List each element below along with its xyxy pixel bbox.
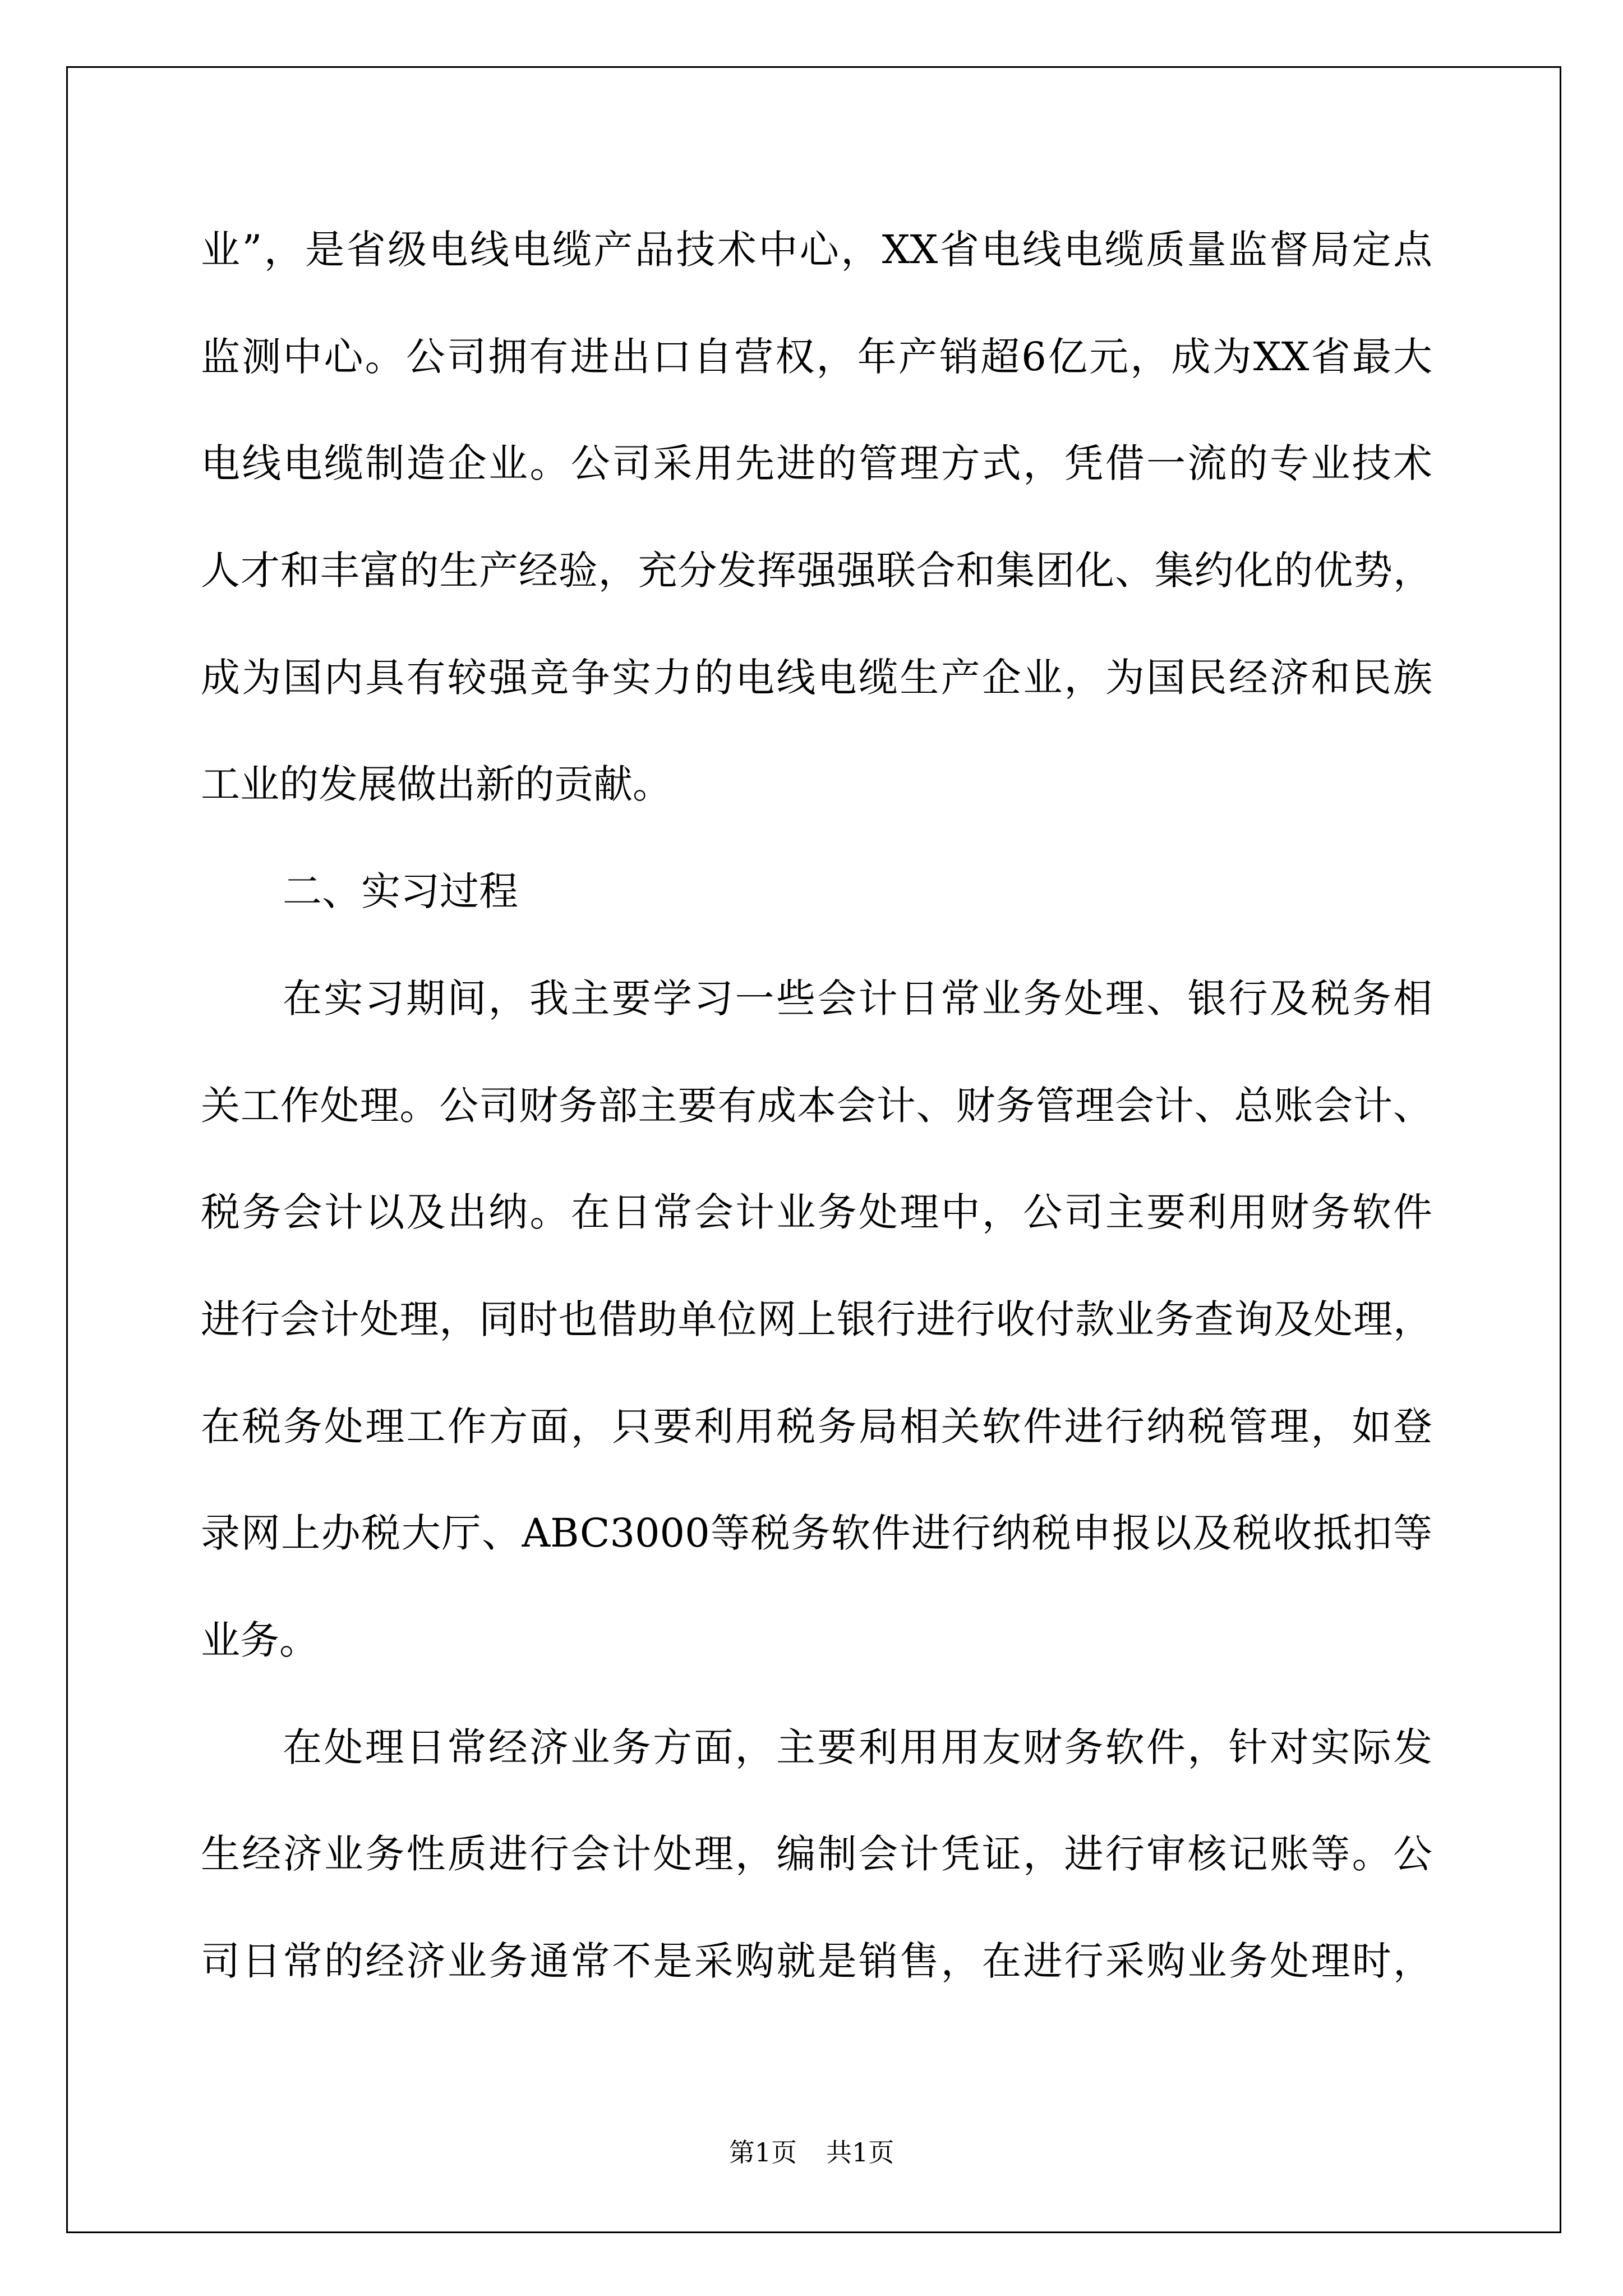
text-line: 录网上办税大厅、ABC3000等税务软件进行纳税申报以及税收抵扣等 bbox=[201, 1510, 1432, 1557]
text-line: 成为国内具有较强竞争实力的电线电缆生产企业，为国民经济和民族 bbox=[201, 654, 1432, 701]
paragraph bbox=[201, 196, 1432, 838]
body-text bbox=[201, 196, 1432, 2015]
section-heading bbox=[201, 838, 1432, 945]
text-line: 业务。 bbox=[201, 1617, 319, 1663]
page-number: 第1页 bbox=[728, 2137, 797, 2168]
section-heading-text: 二、实习过程 bbox=[283, 868, 518, 915]
paragraph bbox=[201, 1694, 1432, 2015]
page-total: 共1页 bbox=[826, 2137, 895, 2168]
paragraph bbox=[201, 945, 1432, 1694]
text-line: 在实习期间，我主要学习一些会计日常业务处理、银行及税务相 bbox=[283, 975, 1432, 1022]
text-line: 在税务处理工作方面，只要利用税务局相关软件进行纳税管理，如登 bbox=[201, 1403, 1432, 1450]
text-line: 电线电缆制造企业。公司采用先进的管理方式，凭借一流的专业技术 bbox=[201, 440, 1432, 487]
text-line: 工业的发展做出新的贡献。 bbox=[201, 761, 672, 808]
text-line: 进行会计处理，同时也借助单位网上银行进行收付款业务查询及处理， bbox=[201, 1296, 1432, 1342]
text-line: 司日常的经济业务通常不是采购就是销售，在进行采购业务处理时， bbox=[201, 1938, 1432, 1984]
text-line: 生经济业务性质进行会计处理，编制会计凭证，进行审核记账等。公 bbox=[201, 1831, 1432, 1878]
text-line: 税务会计以及出纳。在日常会计业务处理中，公司主要利用财务软件 bbox=[201, 1189, 1432, 1236]
text-line: 监测中心。公司拥有进出口自营权，年产销超6亿元，成为XX省最大 bbox=[201, 333, 1432, 380]
text-line: 业”，是省级电线电缆产品技术中心，XX省电线电缆质量监督局定点 bbox=[201, 227, 1432, 273]
text-line: 在处理日常经济业务方面，主要利用用友财务软件，针对实际发 bbox=[283, 1724, 1432, 1770]
page-footer bbox=[0, 2136, 1623, 2169]
text-line: 关工作处理。公司财务部主要有成本会计、财务管理会计、总账会计、 bbox=[201, 1082, 1432, 1129]
text-line: 人才和丰富的生产经验，充分发挥强强联合和集团化、集约化的优势， bbox=[201, 547, 1432, 594]
